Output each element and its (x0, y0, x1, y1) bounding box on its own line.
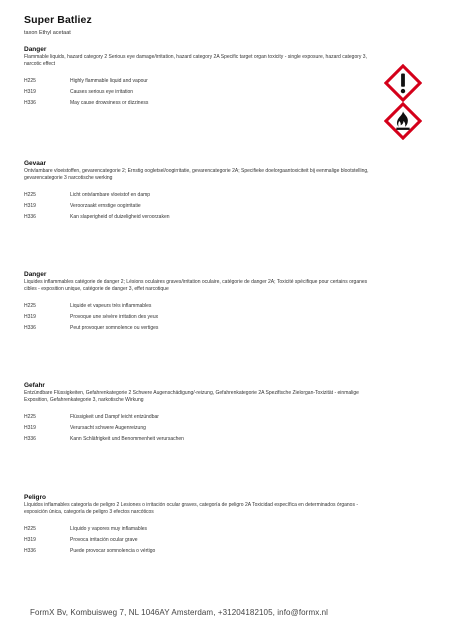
document-header (24, 14, 428, 36)
hazard-code: H336 (24, 214, 36, 220)
section-heading: Danger (24, 46, 47, 53)
hazard-text: Kann Schläfrigkeit und Benommenheit verursachen (70, 436, 184, 442)
hazard-statement (24, 537, 374, 543)
hazard-text: May cause drowsiness or dizziness (70, 100, 149, 106)
hazard-statement (24, 425, 374, 431)
hazard-text: Puede provocar somnolencia o vértigo (70, 548, 156, 554)
document-subtitle: taxon Ethyl acetaat (24, 30, 71, 36)
company-footer: FormX Bv, Kombuisweg 7, NL 1046AY Amsterdam, +31204182105, info@formx.nl (30, 608, 329, 617)
hazard-text: Kan slaperigheid of duizeligheid veroorzaken (70, 214, 170, 220)
hazard-code: H336 (24, 548, 36, 554)
hazard-statement (24, 548, 374, 554)
hazard-statement-list (24, 526, 374, 554)
hazard-statement-list (24, 192, 374, 220)
hazard-text: Peut provoquer somnolence ou vertiges (70, 325, 159, 331)
hazard-text: Highly flammable liquid and vapour (70, 78, 148, 84)
hazard-code: H319 (24, 314, 36, 320)
hazard-statement (24, 325, 374, 331)
hazard-text: Verursacht schwere Augenreizung (70, 425, 146, 431)
section-description: Flammable liquids, hazard category 2 Serious eye damage/irritation, hazard category 2A Specific target organ toxicity - single exposure, hazard category 3, narcotic effect (24, 54, 367, 67)
section-description: Líquidos inflamables categoría de peligro 2 Lesiones o irritación ocular graves, categoría de peligro 2A Toxicidad específica en determinados órganos - exposición única, categoría de peligro 3 efectos narcóticos (24, 502, 358, 515)
hazard-text: Líquido y vapores muy inflamables (70, 526, 147, 532)
hazard-code: H336 (24, 436, 36, 442)
hazard-statement-list (24, 78, 374, 106)
section-spanish (24, 494, 374, 559)
hazard-text: Causes serious eye irritation (70, 89, 134, 95)
hazard-code: H225 (24, 192, 36, 198)
hazard-statement (24, 436, 374, 442)
section-dutch (24, 160, 374, 225)
section-heading: Danger (24, 271, 47, 278)
hazard-code: H336 (24, 325, 36, 331)
hazard-code: H319 (24, 89, 36, 95)
section-heading: Gefahr (24, 382, 45, 389)
hazard-text: Veroorzaakt ernstige oogirritatie (70, 203, 141, 209)
hazard-statement (24, 89, 374, 95)
section-french (24, 271, 374, 336)
hazard-statement (24, 100, 374, 106)
document-title: Super Batliez (24, 14, 92, 26)
hazard-code: H319 (24, 425, 36, 431)
hazard-pictograms (384, 64, 440, 140)
hazard-text: Licht ontvlambare vloeistof en damp (70, 192, 151, 198)
ghs07-exclamation-icon (384, 64, 422, 102)
hazard-text: Provoque une sévère irritation des yeux (70, 314, 159, 320)
section-english (24, 46, 374, 111)
hazard-code: H225 (24, 303, 36, 309)
hazard-statement (24, 203, 374, 209)
hazard-statement (24, 192, 374, 198)
hazard-code: H225 (24, 78, 36, 84)
section-description: Entzündbare Flüssigkeiten, Gefahrenkategorie 2 Schwere Augenschädigung/-reizung, Gefahrenkategorie 2A Spezifische Zielorgan-Toxizität - einmalige Exposition, Gefahrenkategorie 3, narkotische Wirkung (24, 390, 359, 403)
hazard-statement-list (24, 414, 374, 442)
hazard-statement (24, 303, 374, 309)
section-heading: Gevaar (24, 160, 47, 167)
hazard-statement (24, 314, 374, 320)
hazard-statement (24, 526, 374, 532)
hazard-text: Flüssigkeit und Dampf leicht entzündbar (70, 414, 159, 420)
hazard-text: Liquide et vapeurs très inflammables (70, 303, 152, 309)
hazard-code: H225 (24, 526, 36, 532)
hazard-statement-list (24, 303, 374, 331)
hazard-code: H225 (24, 414, 36, 420)
hazard-statement (24, 214, 374, 220)
ghs02-flame-icon (384, 102, 422, 140)
hazard-statement (24, 78, 374, 84)
section-german (24, 382, 374, 447)
hazard-code: H319 (24, 537, 36, 543)
hazard-code: H336 (24, 100, 36, 106)
hazard-text: Provoca irritación ocular grave (70, 537, 138, 543)
section-description: Ontvlambare vloeistoffen, gevarencategorie 2; Ernstig oogletsel/oogirritatie, gevarencategorie 2A; Specifieke doelorgaantoxiciteit bij eenmalige blootstelling, gevarencategorie 3 narcotische werking (24, 168, 369, 181)
section-heading: Peligro (24, 494, 47, 501)
hazard-code: H319 (24, 203, 36, 209)
section-description: Liquides inflammables catégorie de danger 2; Lésions oculaires graves/irritation oculaire, catégorie de danger 2A; Toxicité spécifique pour certains organes cibles - exposition unique, catégorie de danger 3, effet narcotique (24, 279, 368, 292)
hazard-statement (24, 414, 374, 420)
